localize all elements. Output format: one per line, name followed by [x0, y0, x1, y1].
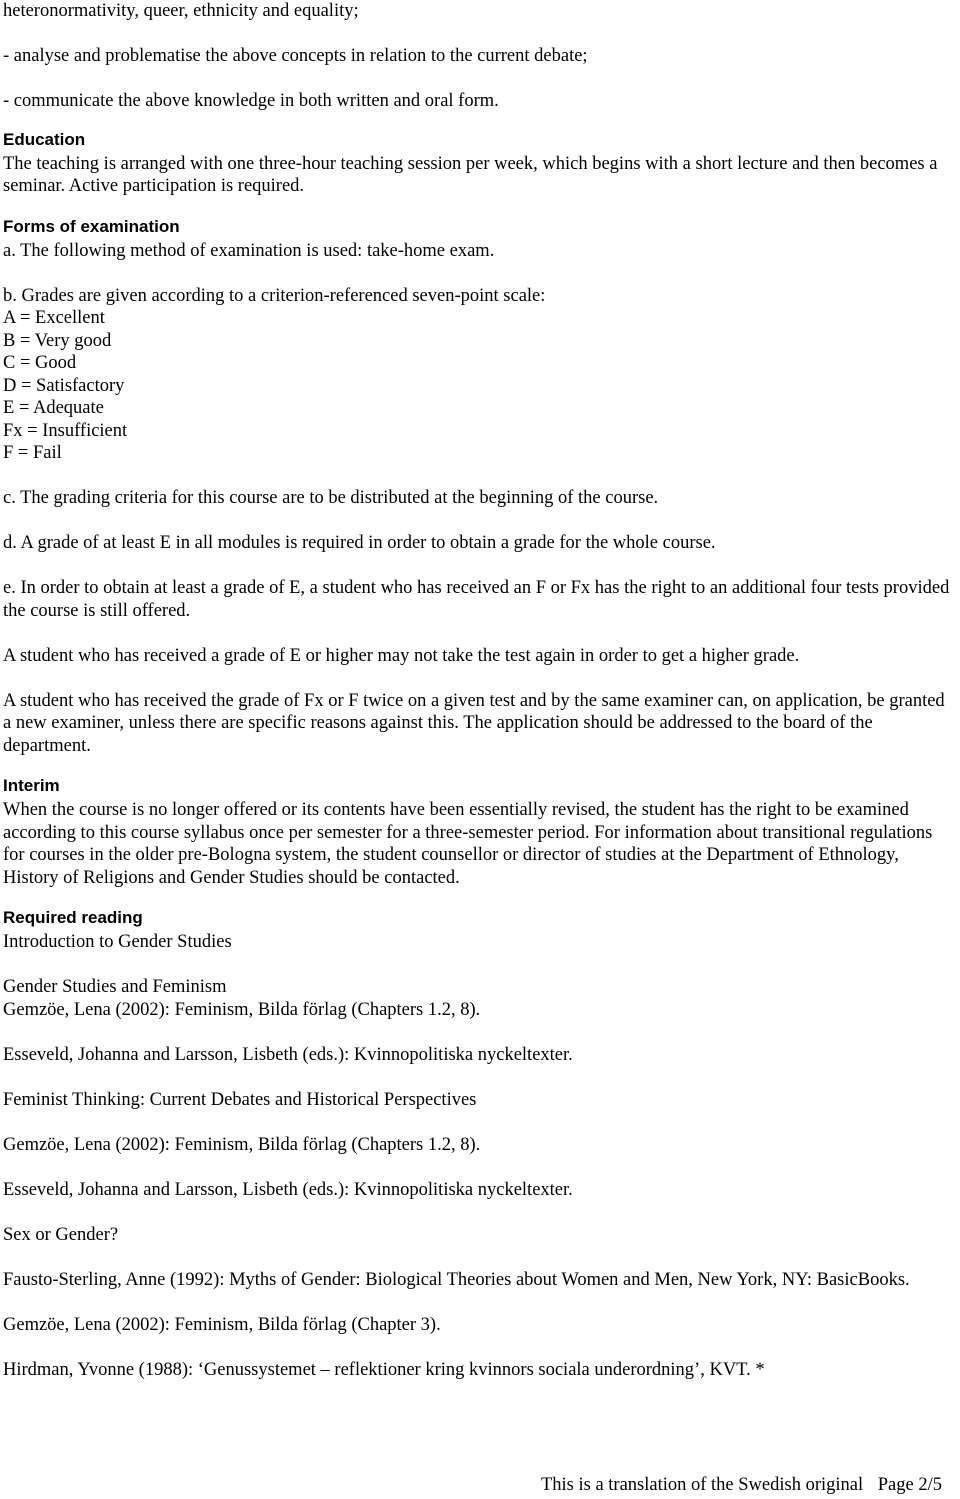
examination-a: a. The following method of examination is used: take-home exam. [3, 240, 495, 261]
examination-d: d. A grade of at least E in all modules is required in order to obtain a grade for the whole course. [3, 533, 716, 553]
intro-line-2: - analyse and problematise the above concepts in relation to the current debate; [3, 46, 588, 66]
page-footer [541, 1474, 942, 1496]
grade-item: C = Good [3, 353, 77, 373]
examination-heading: Forms of examination [3, 216, 180, 236]
grade-scale-list [3, 307, 955, 465]
interim-text: When the course is no longer offered or its contents have been essentially revised, the student has the right to be examined according to this course syllabus once per semester for a three-semester period. For information about transitional regulations for courses in the older pre-Bologna system, the student counsellor or director of studies at the Department of Ethnology, History of Religions and Gender Studies should be contacted. [3, 800, 933, 888]
interim-heading: Interim [3, 776, 60, 795]
reading-section-title: Gender Studies and Feminism [3, 977, 227, 997]
education-text: The teaching is arranged with one three-hour teaching session per week, which begins with a short lecture and then becomes a seminar. Active participation is required. [3, 153, 938, 196]
page-number: Page 2/5 [877, 1475, 942, 1495]
examination-e: e. In order to obtain at least a grade of E, a student who has received an F or Fx has the right to an additional four tests provided the course is still offered. [3, 578, 950, 621]
reading-intro: Introduction to Gender Studies [3, 932, 232, 952]
reading-section-title: Sex or Gender? [3, 1224, 119, 1245]
retake-rule: A student who has received a grade of E or higher may not take the test again in order to get a higher grade. [3, 645, 800, 666]
intro-line-1: heteronormativity, queer, ethnicity and equality; [3, 1, 359, 21]
examination-b: b. Grades are given according to a criterion-referenced seven-point scale: [3, 285, 546, 306]
examiner-rule: A student who has received the grade of Fx or F twice on a given test and by the same examiner can, on application, be granted a new examiner, unless there are specific reasons against this. The application should be addressed to the board of the department. [3, 690, 945, 756]
grade-item: E = Adequate [3, 398, 104, 418]
intro-line-3: - communicate the above knowledge in both written and oral form. [3, 91, 499, 111]
reading-reference: Fausto-Sterling, Anne (1992): Myths of Gender: Biological Theories about Women and Men, New York, NY: BasicBooks. [3, 1269, 910, 1290]
reading-reference: Hirdman, Yvonne (1988): ‘Genussystemet – reflektioner kring kvinnors sociala underordning’, KVT. * [3, 1359, 765, 1380]
grade-item: F = Fail [3, 443, 62, 463]
reading-reference: Esseveld, Johanna and Larsson, Lisbeth (eds.): Kvinnopolitiska nyckeltexter. [3, 1044, 573, 1065]
reading-reference: Gemzöe, Lena (2002): Feminism, Bilda förlag (Chapters 1.2, 8). [3, 999, 481, 1020]
translation-note: This is a translation of the Swedish original [540, 1475, 864, 1495]
reading-heading: Required reading [3, 908, 143, 927]
examination-c: c. The grading criteria for this course are to be distributed at the beginning of the course. [3, 488, 659, 508]
reading-reference: Gemzöe, Lena (2002): Feminism, Bilda förlag (Chapters 1.2, 8). [3, 1134, 481, 1155]
education-heading: Education [3, 129, 86, 149]
reading-reference: Gemzöe, Lena (2002): Feminism, Bilda förlag (Chapter 3). [3, 1314, 441, 1335]
grade-item: B = Very good [3, 330, 112, 351]
grade-item: A = Excellent [3, 308, 105, 328]
document-page [3, 0, 955, 1381]
reading-section-title: Feminist Thinking: Current Debates and Historical Perspectives [3, 1089, 477, 1110]
reading-reference: Esseveld, Johanna and Larsson, Lisbeth (eds.): Kvinnopolitiska nyckeltexter. [3, 1179, 573, 1200]
grade-item: Fx = Insufficient [3, 420, 128, 441]
grade-item: D = Satisfactory [3, 375, 125, 396]
